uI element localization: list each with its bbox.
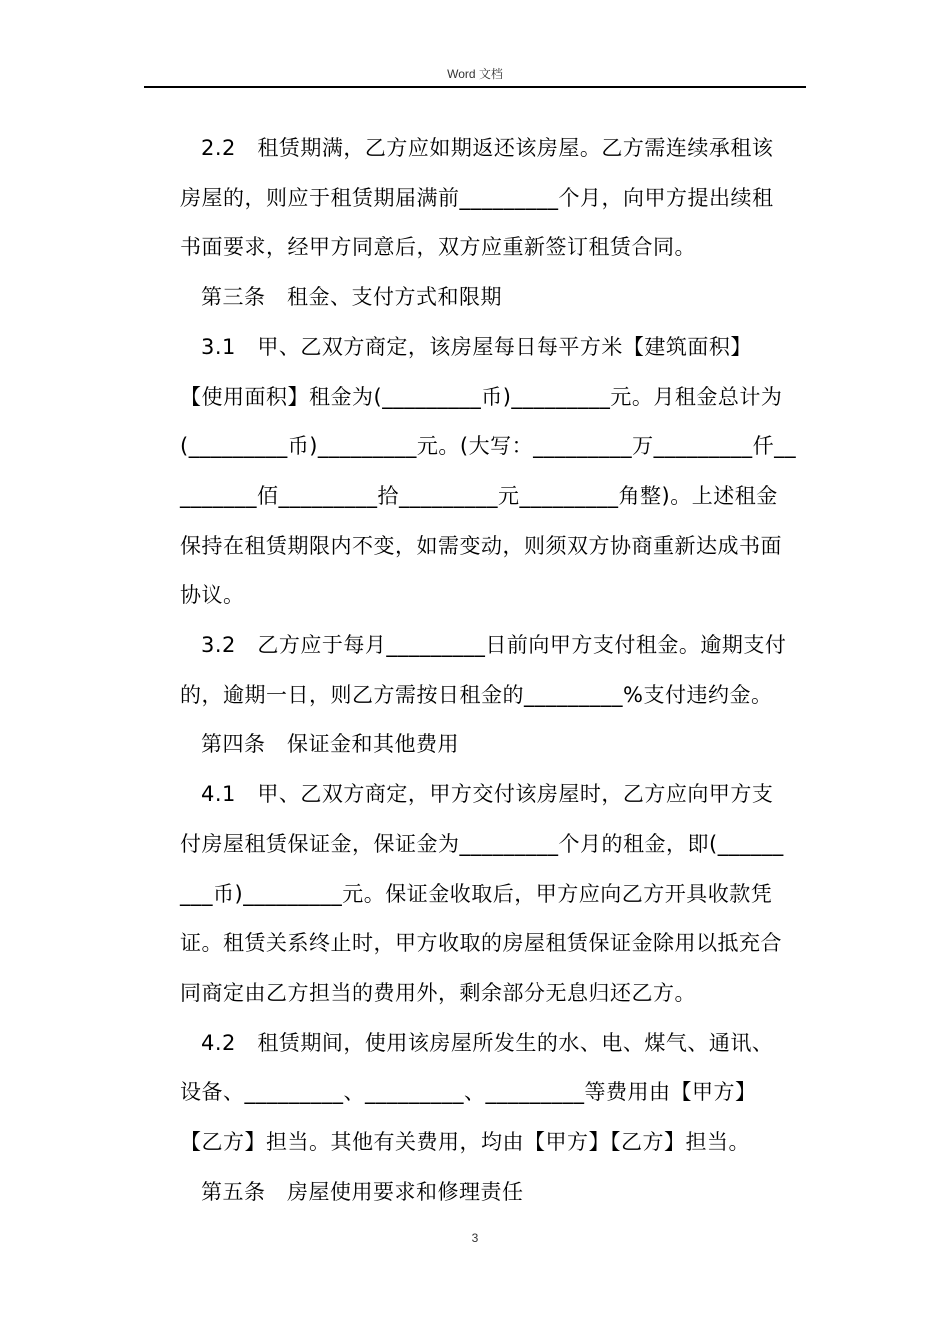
text-line: 【乙方】担当。其他有关费用，均由【甲方】【乙方】担当。	[180, 1130, 750, 1155]
document-body	[180, 124, 805, 1217]
text-line: 3.1 甲、乙双方商定，该房屋每日每平方米【建筑面积】	[201, 334, 752, 359]
text-line: 协议。	[180, 583, 245, 608]
text-line: 设备、_________、_________、_________等费用由【甲方】	[180, 1080, 757, 1105]
text-line: 房屋的，则应于租赁期届满前_________个月，向甲方提出续租	[180, 185, 774, 210]
header-rule	[144, 86, 806, 88]
clause-2-2	[180, 124, 805, 273]
clause-4-1	[180, 770, 805, 1019]
text-line: 的，逾期一日，则乙方需按日租金的_________%支付违约金。	[180, 682, 773, 707]
text-line: _______佰_________拾_________元_________角整)。上述租金	[180, 483, 778, 508]
text-line: (_________币)_________元。(大写：_________万_________仟__	[180, 434, 797, 459]
text-line: 4.1 甲、乙双方商定，甲方交付该房屋时，乙方应向甲方支	[201, 782, 774, 807]
text-line: 2.2 租赁期满，乙方应如期返还该房屋。乙方需连续承租该	[201, 136, 774, 160]
text-line: 第五条 房屋使用要求和修理责任	[201, 1179, 524, 1204]
text-line: 【使用面积】租金为(_________币)_________元。月租金总计为	[180, 384, 783, 409]
text-line: 第三条 租金、支付方式和限期	[201, 285, 502, 310]
text-line: 付房屋租赁保证金，保证金为_________个月的租金，即(______	[180, 831, 784, 856]
page-number: 3	[471, 1231, 479, 1245]
clause-4-2	[180, 1019, 805, 1168]
text-line: ___币)_________元。保证金收取后，甲方应向乙方开具收款凭	[180, 881, 773, 906]
clause-3-1	[180, 323, 805, 621]
text-line: 书面要求，经甲方同意后，双方应重新签订租赁合同。	[180, 235, 696, 260]
text-line: 3.2 乙方应于每月_________日前向甲方支付租金。逾期支付	[201, 633, 787, 658]
text-line: 证。租赁关系终止时，甲方收取的房屋租赁保证金除用以抵充合	[180, 931, 782, 956]
text-line: 保持在租赁期限内不变，如需变动，则须双方协商重新达成书面	[180, 533, 782, 558]
text-line: 第四条 保证金和其他费用	[201, 732, 459, 757]
article-5-heading	[180, 1168, 805, 1218]
article-4-heading	[180, 720, 805, 770]
page-header: Word 文档	[447, 67, 503, 81]
clause-3-2	[180, 621, 805, 720]
article-3-heading	[180, 273, 805, 323]
text-line: 同商定由乙方担当的费用外，剩余部分无息归还乙方。	[180, 980, 696, 1005]
text-line: 4.2 租赁期间，使用该房屋所发生的水、电、煤气、通讯、	[201, 1030, 774, 1055]
